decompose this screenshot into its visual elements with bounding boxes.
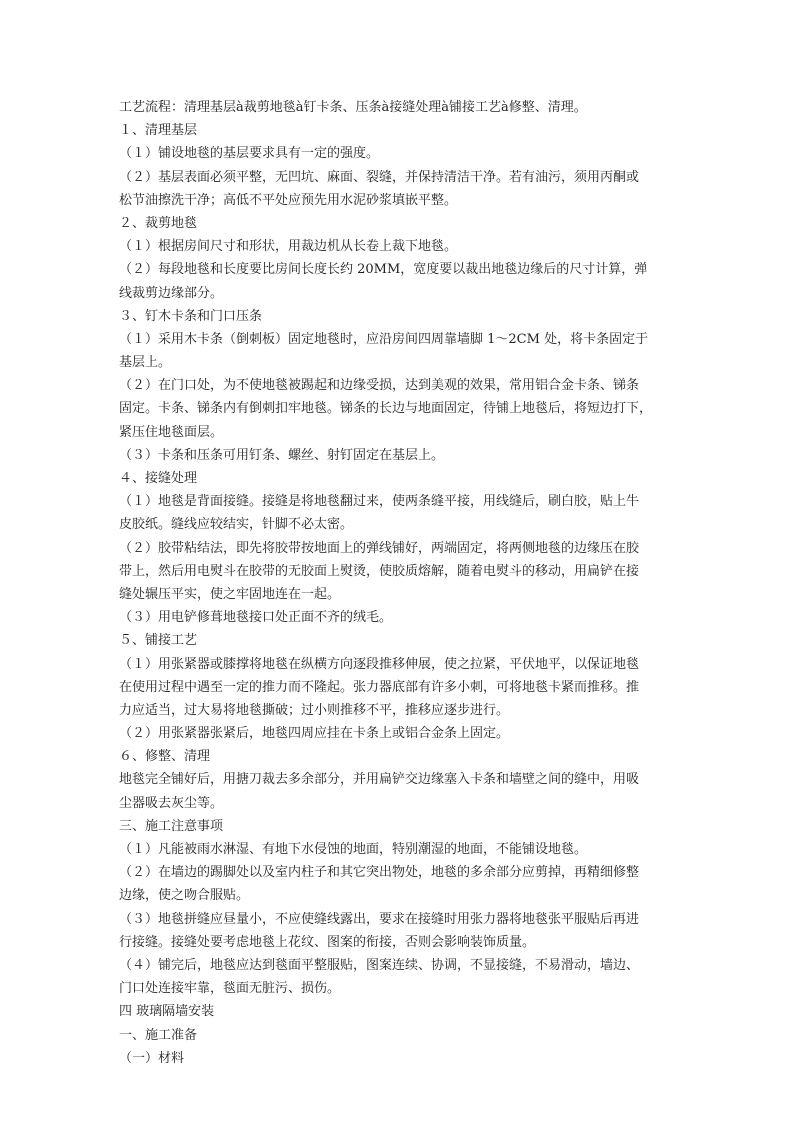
text-line: （３）卡条和压条可用钉条、螺丝、射钉固定在基层上。	[119, 447, 445, 463]
text-line: （１）凡能被雨水淋湿、有地下水侵蚀的地面，特别潮湿的地面，不能铺设地毯。	[119, 842, 588, 857]
text-line: （２）在墙边的踢脚处以及室内柱子和其它突出物处，地毯的多余部分应剪掉，再精细修整	[119, 865, 640, 881]
section-heading: 四 玻璃隔墙安装	[119, 1004, 215, 1020]
text-line: 地毯完全铺好后，用搪刀裁去多余部分，并用扁铲交边缘塞入卡条和墙壁之间的缝中，用吸	[119, 772, 640, 788]
text-line: 松节油擦洗干净；高低不平处应预先用水泥砂浆填嵌平整。	[119, 192, 458, 208]
text-line: 门口处连接牢靠，毯面无脏污、损伤。	[119, 981, 341, 997]
text-line: 缝处辗压平实，使之牢固地连在一起。	[119, 586, 341, 602]
text-line: 行接缝。接缝处要考虑地毯上花纹、图案的衔接，否则会影响装饰质量。	[119, 934, 536, 950]
text-line: （２）用张紧器张紧后，地毯四周应挂在卡条上或铝合金条上固定。	[119, 726, 510, 742]
text-line: 尘器吸去灰尘等。	[119, 795, 224, 811]
section-heading: ２、裁剪地毯	[119, 215, 198, 231]
section-heading: ６、修整、清理	[119, 749, 211, 765]
text-line: 边缘，使之吻合服贴。	[119, 888, 250, 904]
section-heading: ４、接缝处理	[119, 471, 198, 486]
text-line: （１）地毯是背面接缝。接缝是将地毯翻过来，使两条缝平接，用线缝后，刷白胶，贴上牛	[119, 494, 640, 510]
text-line: （１）铺设地毯的基层要求具有一定的强度。	[119, 146, 380, 162]
section-heading: ３、钉木卡条和门口压条	[119, 308, 263, 324]
text-line: 在使用过程中遇至一定的推力而不隆起。张力器底部有许多小刺，可将地毯卡紧而推移。推	[119, 679, 640, 695]
section-heading: ５、铺接工艺	[119, 633, 198, 649]
text-line: （２）胶带粘结法，即先将胶带按地面上的弹线铺好，两端固定，将两侧地毯的边缘压在胶	[119, 540, 640, 556]
text-line: （１）用张紧器或膝撑将地毯在纵横方向逐段推移伸展，使之拉紧，平伏地平，以保证地毯	[119, 656, 640, 672]
text-line: 基层上。	[119, 355, 172, 371]
text-line: （３）用电铲修葺地毯接口处正面不齐的绒毛。	[119, 610, 393, 626]
text-line: 皮胶纸。缝线应较结实，针脚不必太密。	[119, 517, 354, 533]
section-heading: 三、施工注意事项	[119, 818, 224, 834]
text-line: （１）采用木卡条（倒刺板）固定地毯时，应沿房间四周靠墙脚 1～2CM 处，将卡条固定于	[119, 331, 649, 347]
text-line: （２）在门口处，为不使地毯被踢起和边缘受损，达到美观的效果，常用铝合金卡条、锑条	[119, 378, 640, 394]
section-heading: １、清理基层	[119, 123, 198, 139]
text-line: 工艺流程：清理基层à裁剪地毯à钉卡条、压条à接缝处理à铺接工艺à修整、清理。	[119, 100, 587, 115]
text-line: 线裁剪边缘部分。	[119, 285, 224, 301]
text-line: （４）铺完后，地毯应达到毯面平整服贴，图案连续、协调，不显接缝，不易滑动，墙边、	[119, 957, 640, 973]
text-line: 紧压住地毯面层。	[119, 424, 224, 440]
text-line: （１）根据房间尺寸和形状，用裁边机从长卷上裁下地毯。	[119, 239, 458, 255]
text-line: （３）地毯拼缝应昼量小，不应使缝线露出，要求在接缝时用张力器将地毯张平服贴后再进	[119, 911, 640, 927]
text-line: （２）基层表面必须平整，无凹坑、麻面、裂缝，并保持清洁干净。若有油污，须用丙酮或	[119, 169, 640, 185]
text-line: （２）每段地毯和长度要比房间长度长约 20MM，宽度要以裁出地毯边缘后的尺寸计算，弹	[119, 262, 648, 278]
text-line: 固定。卡条、锑条内有倒刺扣牢地毯。锑条的长边与地面固定，待铺上地毯后，将短边打下，	[119, 401, 653, 417]
document-body	[119, 96, 679, 1070]
section-heading: 一、施工准备	[119, 1027, 198, 1043]
text-line: 带上，然后用电熨斗在胶带的无胶面上熨烫，使胶质熔解，随着电熨斗的移动，用扁铲在接	[119, 563, 640, 579]
text-line: 力应适当，过大易将地毯撕破；过小则推移不平，推移应逐步进行。	[119, 702, 510, 718]
section-heading: （一）材料	[119, 1050, 185, 1066]
